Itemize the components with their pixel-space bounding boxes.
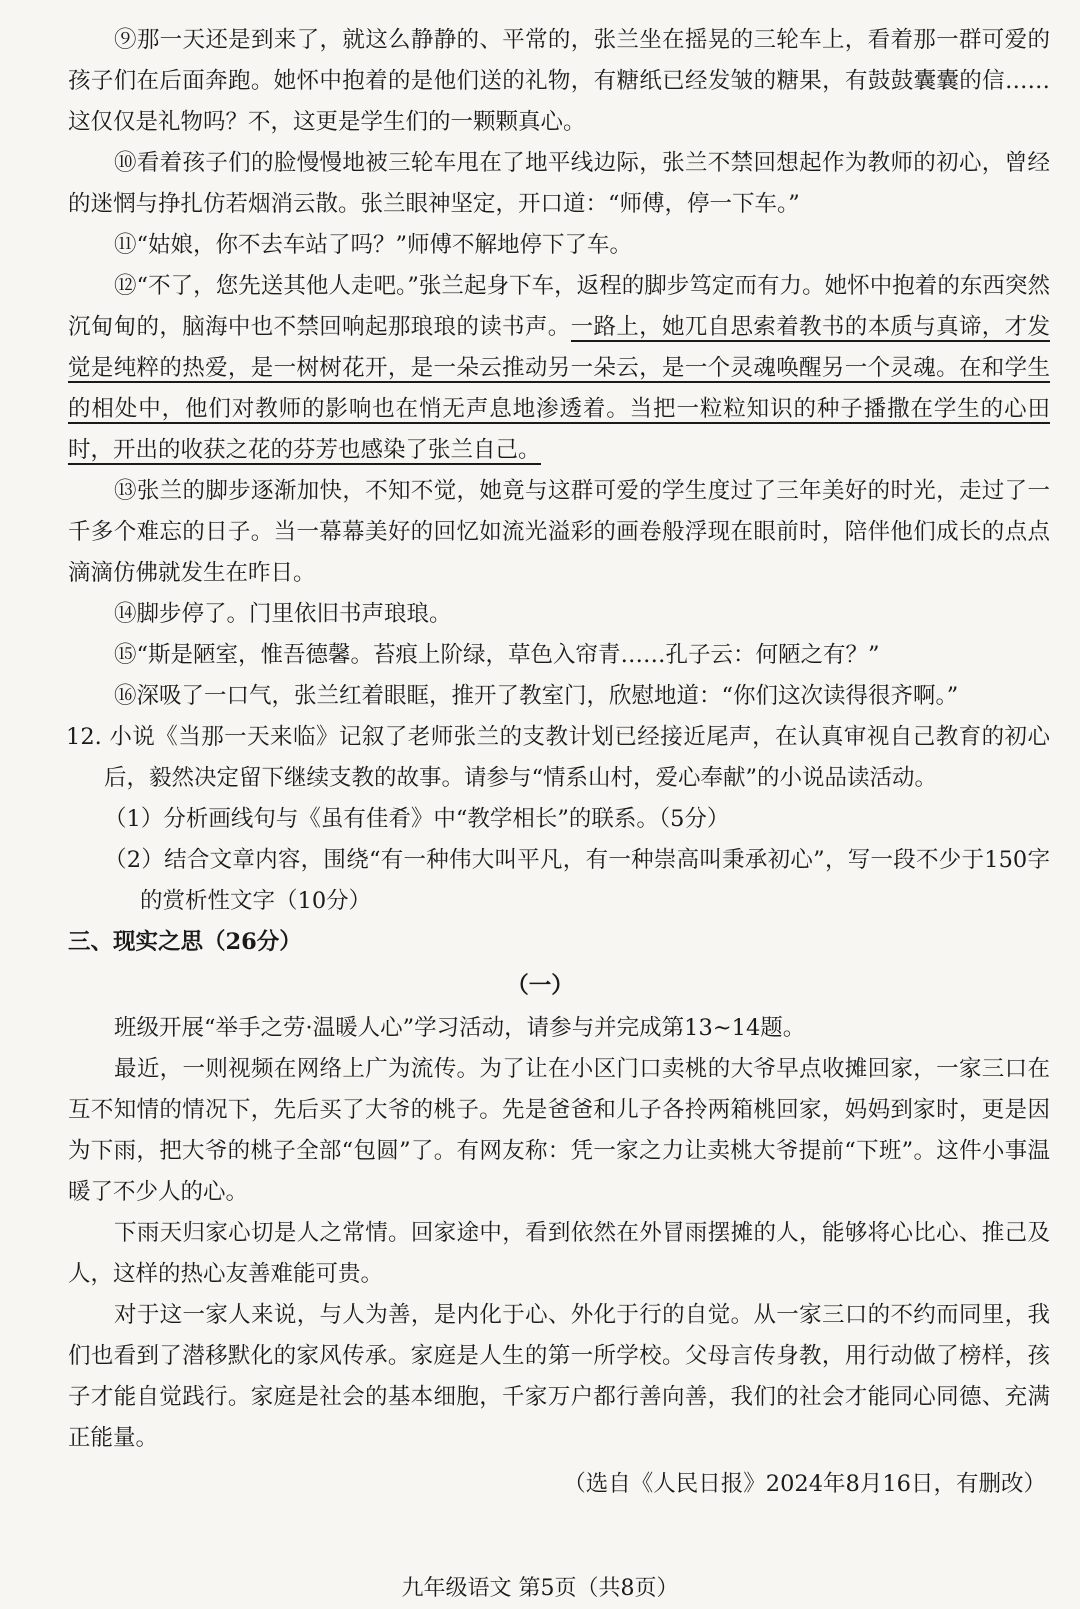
activity-intro: 班级开展“举手之劳·温暖人心”学习活动，请参与并完成第13~14题。 xyxy=(114,1015,806,1041)
article-paragraph-1: 最近，一则视频在网络上广为流传。为了让在小区门口卖桃的大爷早点收摊回家，一家三口在互不知情的情况下，先后买了大爷的桃子。先是爸爸和儿子各拎两箱桃回家，妈妈到家时，更是因为下雨，把大爷的桃子全部“包圆”了。有网友称：凭一家之力让卖桃大爷提前“下班”。这件小事温暖了不少人的心。 xyxy=(68,1056,1050,1205)
paragraph-9: ⑨那一天还是到来了，就这么静静的、平常的，张兰坐在摇晃的三轮车上，看着那一群可爱的孩子们在后面奔跑。她怀中抱着的是他们送的礼物，有糖纸已经发皱的糖果，有鼓鼓囊囊的信……这仅仅是礼物吗？不，这更是学生们的一颗颗真心。 xyxy=(68,27,1050,135)
section-3-heading: 三、现实之思（26分） xyxy=(68,929,302,955)
paragraph-12 xyxy=(0,266,1080,471)
paragraph-10: ⑩看着孩子们的脸慢慢地被三轮车甩在了地平线边际，张兰不禁回想起作为教师的初心，曾经的迷惘与挣扎仿若烟消云散。张兰眼神坚定，开口道：“师傅，停一下车。” xyxy=(68,150,1050,217)
paragraph-15: ⑮“斯是陋室，惟吾德馨。苔痕上阶绿，草色入帘青……孔子云：何陋之有？” xyxy=(114,642,880,668)
page-footer: 九年级语文 第5页（共8页） xyxy=(401,1576,679,1601)
paragraph-16: ⑯深吸了一口气，张兰红着眼眶，推开了教室门，欣慰地道：“你们这次读得很齐啊。” xyxy=(114,683,959,709)
part-label: （一） xyxy=(506,973,574,999)
question-12-stem: 12. 小说《当那一天来临》记叙了老师张兰的支教计划已经接近尾声，在认真审视自己教育的初心后，毅然决定留下继续支教的故事。请参与“情系山村，爱心奉献”的小说品读活动。 xyxy=(66,724,1050,791)
paragraph-13: ⑬张兰的脚步逐渐加快，不知不觉，她竟与这群可爱的学生度过了三年美好的时光，走过了一千多个难忘的日子。当一幕幕美好的回忆如流光溢彩的画卷般浮现在眼前时，陪伴他们成长的点点滴滴仿佛就发生在昨日。 xyxy=(68,478,1050,586)
paragraph-11: ⑪“姑娘，你不去车站了吗？”师傅不解地停下了车。 xyxy=(114,232,633,258)
article-paragraph-2: 下雨天归家心切是人之常情。回家途中，看到依然在外冒雨摆摊的人，能够将心比心、推己及人，这样的热心友善难能可贵。 xyxy=(68,1220,1050,1287)
paragraph-12-text: ⑫“不了，您先送其他人走吧。”张兰起身下车，返程的脚步笃定而有力。她怀中抱着的东西突然沉甸甸的，脑海中也不禁回响起那琅琅的读书声。 xyxy=(68,273,1050,340)
question-12-part-1: （1）分析画线句与《虽有佳肴》中“教学相长”的联系。（5分） xyxy=(104,806,730,832)
underlined-sentence: 一路上，她兀自思索着教书的本质与真谛，才发觉是纯粹的热爱，是一树树花开，是一朵云推动另一朵云，是一个灵魂唤醒另一个灵魂。在和学生的相处中，他们对教师的影响也在悄无声息地渗透着。当把一粒粒知识的种子播撒在学生的心田时，开出的收获之花的芬芳也感染了张兰自己。 xyxy=(68,314,1050,463)
paragraph-14: ⑭脚步停了。门里依旧书声琅琅。 xyxy=(114,601,452,627)
article-source: （选自《人民日报》2024年8月16日，有删改） xyxy=(563,1471,1046,1497)
article-paragraph-3: 对于这一家人来说，与人为善，是内化于心、外化于行的自觉。从一家三口的不约而同里，我们也看到了潜移默化的家风传承。家庭是人生的第一所学校。父母言传身教，用行动做了榜样，孩子才能自觉践行。家庭是社会的基本细胞，千家万户都行善向善，我们的社会才能同心同德、充满正能量。 xyxy=(68,1302,1050,1451)
question-12-part-2: （2）结合文章内容，围绕“有一种伟大叫平凡，有一种崇高叫秉承初心”，写一段不少于150字的赏析性文字（10分） xyxy=(104,847,1050,914)
